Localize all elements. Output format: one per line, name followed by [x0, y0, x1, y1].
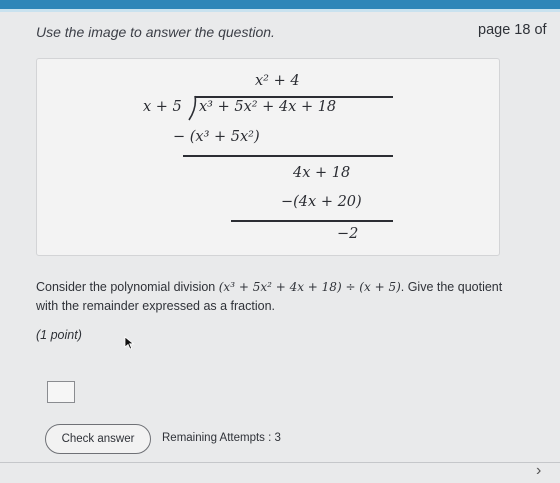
question-expression: (x³ + 5x² + 4x + 18) ÷ (x + 5): [218, 280, 401, 294]
question-text: [36, 278, 526, 316]
mouse-cursor-icon: [124, 336, 136, 350]
division-divisor: x + 5: [143, 99, 182, 115]
division-bracket: [187, 95, 197, 121]
points-label: (1 point): [36, 328, 82, 342]
instruction-text: Use the image to answer the question.: [36, 24, 275, 40]
top-accent-bar: [0, 0, 560, 9]
top-accent-bar-light: [0, 9, 560, 12]
division-dividend: x³ + 5x² + 4x + 18: [199, 99, 337, 115]
answer-input[interactable]: [47, 381, 75, 403]
check-answer-button[interactable]: Check answer: [45, 424, 151, 454]
division-bar: [195, 96, 393, 98]
division-step1-subtract: − (x³ + 5x²): [173, 129, 260, 145]
remaining-attempts: Remaining Attempts : 3: [162, 432, 281, 444]
division-step2-subtract: −(4x + 20): [281, 194, 362, 210]
next-chevron-icon[interactable]: ›: [536, 462, 542, 479]
division-final-remainder: −2: [337, 226, 359, 242]
long-division-image: [36, 58, 500, 256]
page-indicator: page 18 of: [478, 22, 547, 38]
division-step2-line: [231, 220, 393, 222]
question-text-after: . Give the quotient with the remainder expressed as a fraction.: [36, 280, 503, 313]
division-step1-line: [183, 155, 393, 157]
division-step1-remainder: 4x + 18: [293, 165, 351, 181]
bottom-divider: [0, 462, 560, 463]
division-quotient: x² + 4: [255, 73, 300, 89]
question-text-before: Consider the polynomial division: [36, 280, 216, 294]
